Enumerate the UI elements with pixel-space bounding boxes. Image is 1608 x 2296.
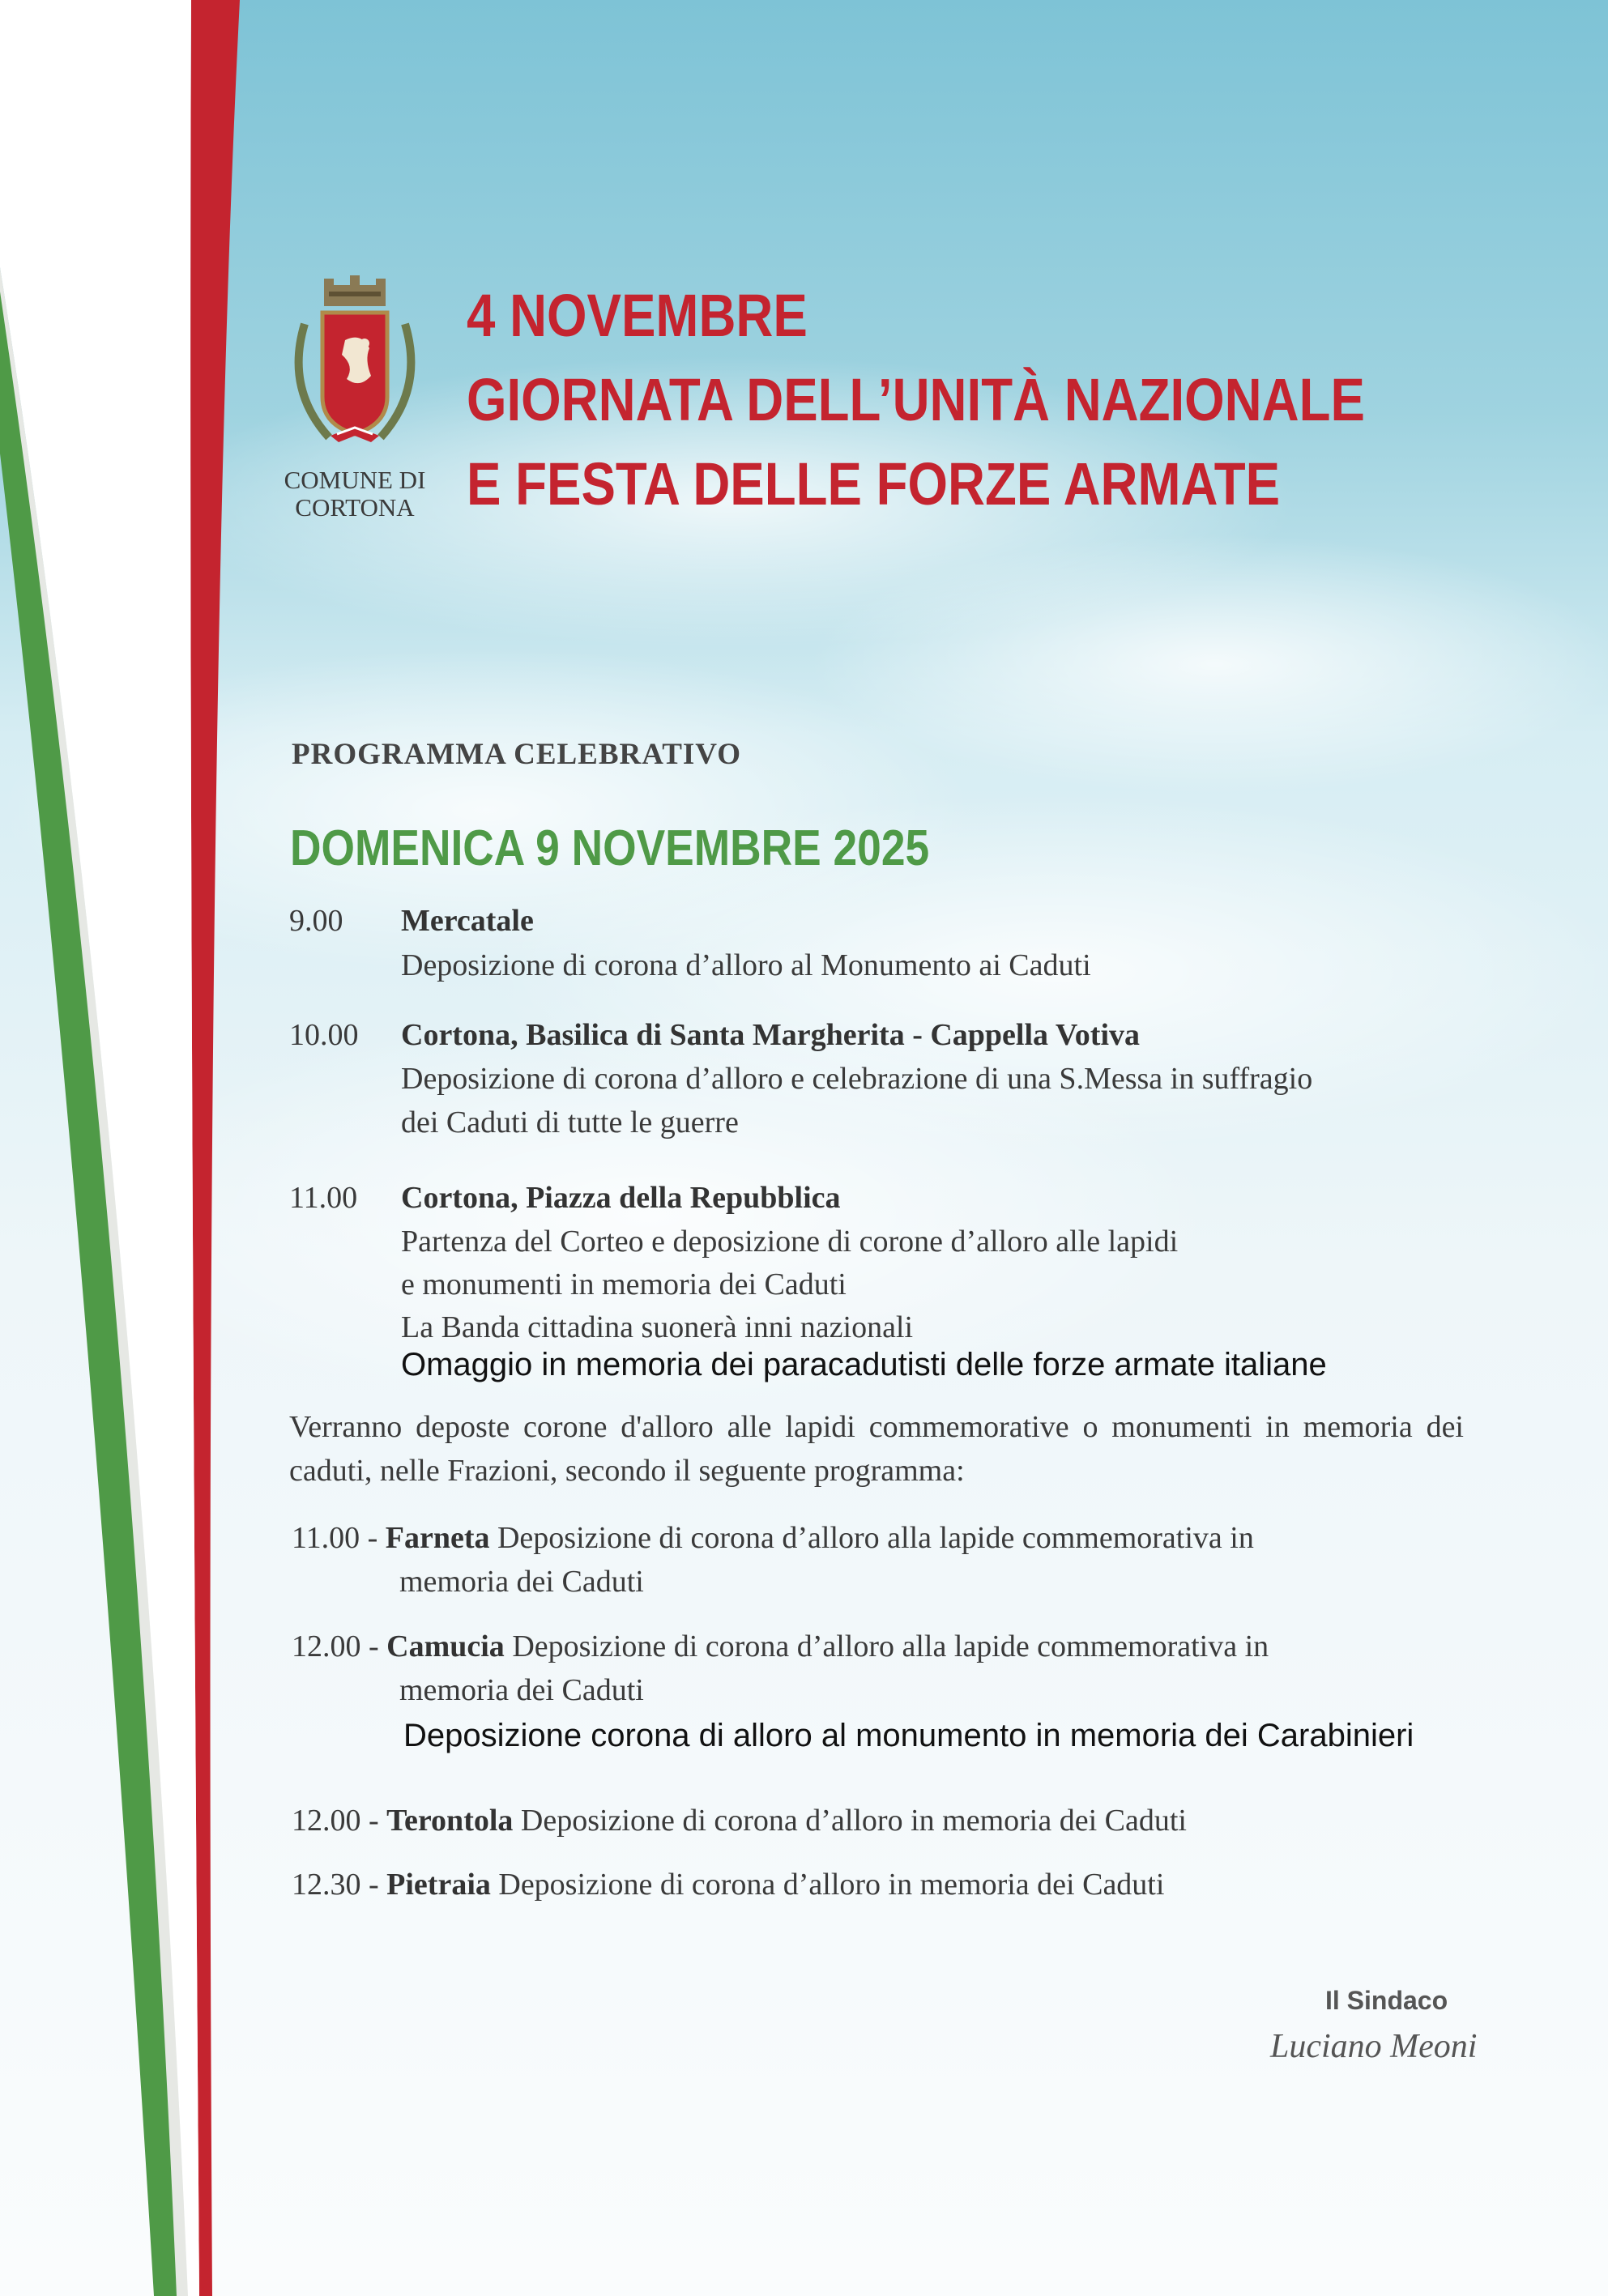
event-description: Partenza del Corteo e deposizione di corone d’alloro alle lapidi — [401, 1225, 1179, 1259]
signature-name: Luciano Meoni — [1270, 2028, 1478, 2065]
frazione-item: 11.00 - Farneta Deposizione di corona d’alloro alla lapide commemorativa in — [292, 1521, 1254, 1555]
event-place: Mercatale — [401, 904, 534, 938]
event-description: Deposizione di corona d’alloro al Monumento ai Caduti — [401, 948, 1091, 982]
event-description: e monumenti in memoria dei Caduti — [401, 1267, 847, 1301]
event-place: Cortona, Piazza della Repubblica — [401, 1181, 841, 1215]
title-line-3: E FESTA DELLE FORZE ARMATE — [467, 450, 1281, 518]
event-description: dei Caduti di tutte le guerre — [401, 1105, 739, 1139]
title-line-1: 4 NOVEMBRE — [467, 282, 808, 349]
event-time: 11.00 — [289, 1181, 358, 1215]
coat-of-arms-icon — [280, 275, 429, 462]
frazione-item: 12.00 - Terontola Deposizione di corona d’alloro in memoria dei Caduti — [292, 1804, 1187, 1838]
cortona-crest — [280, 275, 429, 522]
crest-label-line1: COMUNE DI — [284, 466, 426, 494]
frazione-extra-note: Deposizione corona di alloro al monumento in memoria dei Carabinieri — [403, 1718, 1414, 1753]
event-time: 10.00 — [289, 1018, 359, 1052]
frazione-continuation: memoria dei Caduti — [399, 1565, 644, 1599]
frazioni-intro: Verranno deposte corone d'alloro alle lapidi commemorative o monumenti in memoria dei caduti, nelle Frazioni, secondo il seguente programma: — [289, 1410, 1464, 1488]
title-line-2: GIORNATA DELL’UNITÀ NAZIONALE — [467, 366, 1365, 433]
program-heading: PROGRAMMA CELEBRATIVO — [292, 738, 742, 771]
event-extra-note: Omaggio in memoria dei paracadutisti delle forze armate italiane — [401, 1347, 1327, 1382]
frazione-continuation: memoria dei Caduti — [399, 1673, 644, 1707]
event-description: La Banda cittadina suonerà inni nazionali — [401, 1310, 914, 1344]
signature-title: Il Sindaco — [1325, 1986, 1448, 2015]
frazione-item: 12.00 - Camucia Deposizione di corona d’alloro alla lapide commemorativa in — [292, 1629, 1269, 1663]
event-place: Cortona, Basilica di Santa Margherita - Cappella Votiva — [401, 1018, 1141, 1052]
frazione-item: 12.30 - Pietraia Deposizione di corona d’alloro in memoria dei Caduti — [292, 1868, 1165, 1902]
program-date: DOMENICA 9 NOVEMBRE 2025 — [290, 820, 930, 876]
event-description: Deposizione di corona d’alloro e celebrazione di una S.Messa in suffragio — [401, 1062, 1313, 1096]
event-time: 9.00 — [289, 904, 343, 938]
crest-label-line2: CORTONA — [295, 493, 415, 522]
